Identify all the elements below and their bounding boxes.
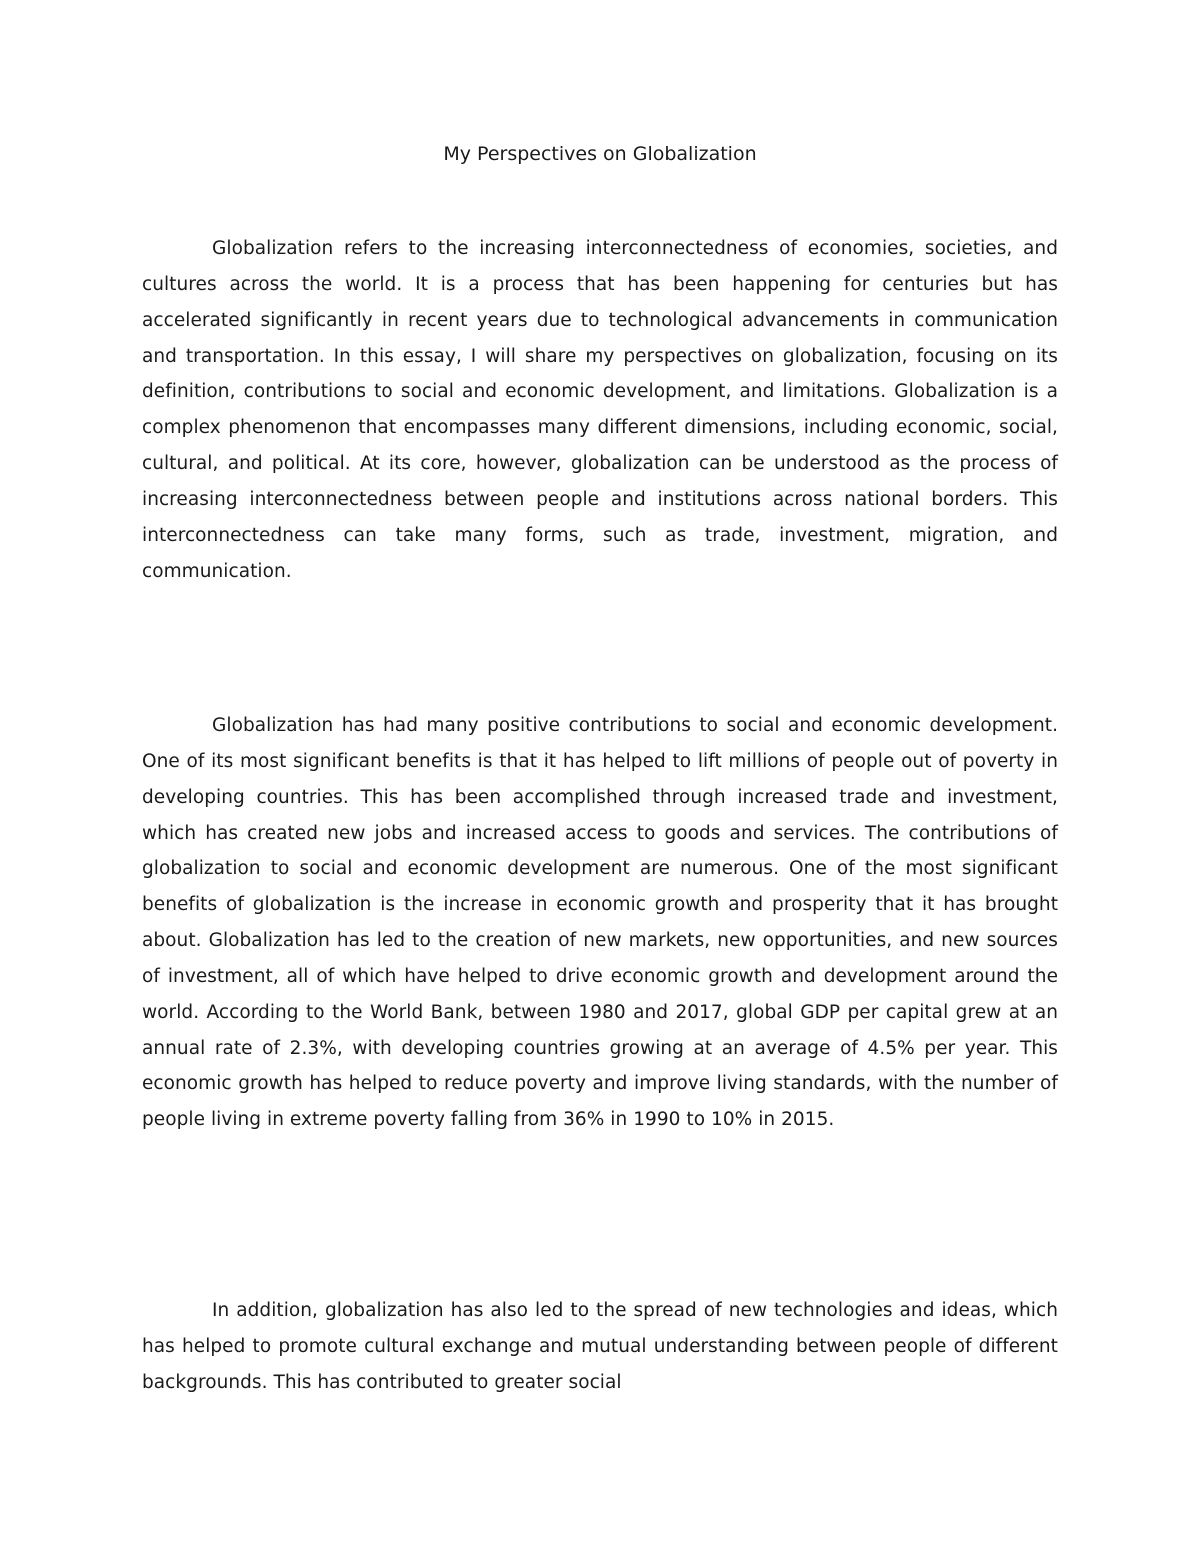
- paragraph-cultural-exchange: In addition, globalization has also led to the spread of new technologies and ideas, which has helped to promote cultural exchange and mutual understanding between people of different backgrounds. This has contributed to greater social: [142, 1300, 1058, 1393]
- paragraph-definition: Globalization refers to the increasing interconnectedness of economies, societies, and cultures across the world. It is a process that has been happening for centuries but has accelerated significantly in recent years due to technological advancements in communication and transportation. In this essay, I will share my perspectives on globalization, focusing on its definition, contributions to social and economic development, and limitations. Globalization is a complex phenomenon that encompasses many different dimensions, including economic, social, cultural, and political. At its core, however, globalization can be understood as the process of increasing interconnectedness between people and institutions across national borders. This interconnectedness can take many forms, such as trade, investment, migration, and communication.: [142, 238, 1058, 582]
- document-title: My Perspectives on Globalization: [443, 143, 757, 165]
- paragraph-contributions: Globalization has had many positive contributions to social and economic development. One of its most significant benefits is that it has helped to lift millions of people out of poverty in developing countries. This has been accomplished through increased trade and investment, which has created new jobs and increased access to goods and services. The contributions of globalization to social and economic development are numerous. One of the most significant benefits of globalization is the increase in economic growth and prosperity that it has brought about. Globalization has led to the creation of new markets, new opportunities, and new sources of investment, all of which have helped to drive economic growth and development around the world. According to the World Bank, between 1980 and 2017, global GDP per capital grew at an annual rate of 2.3%, with developing countries growing at an average of 4.5% per year. This economic growth has helped to reduce poverty and improve living standards, with the number of people living in extreme poverty falling from 36% in 1990 to 10% in 2015.: [142, 715, 1058, 1131]
